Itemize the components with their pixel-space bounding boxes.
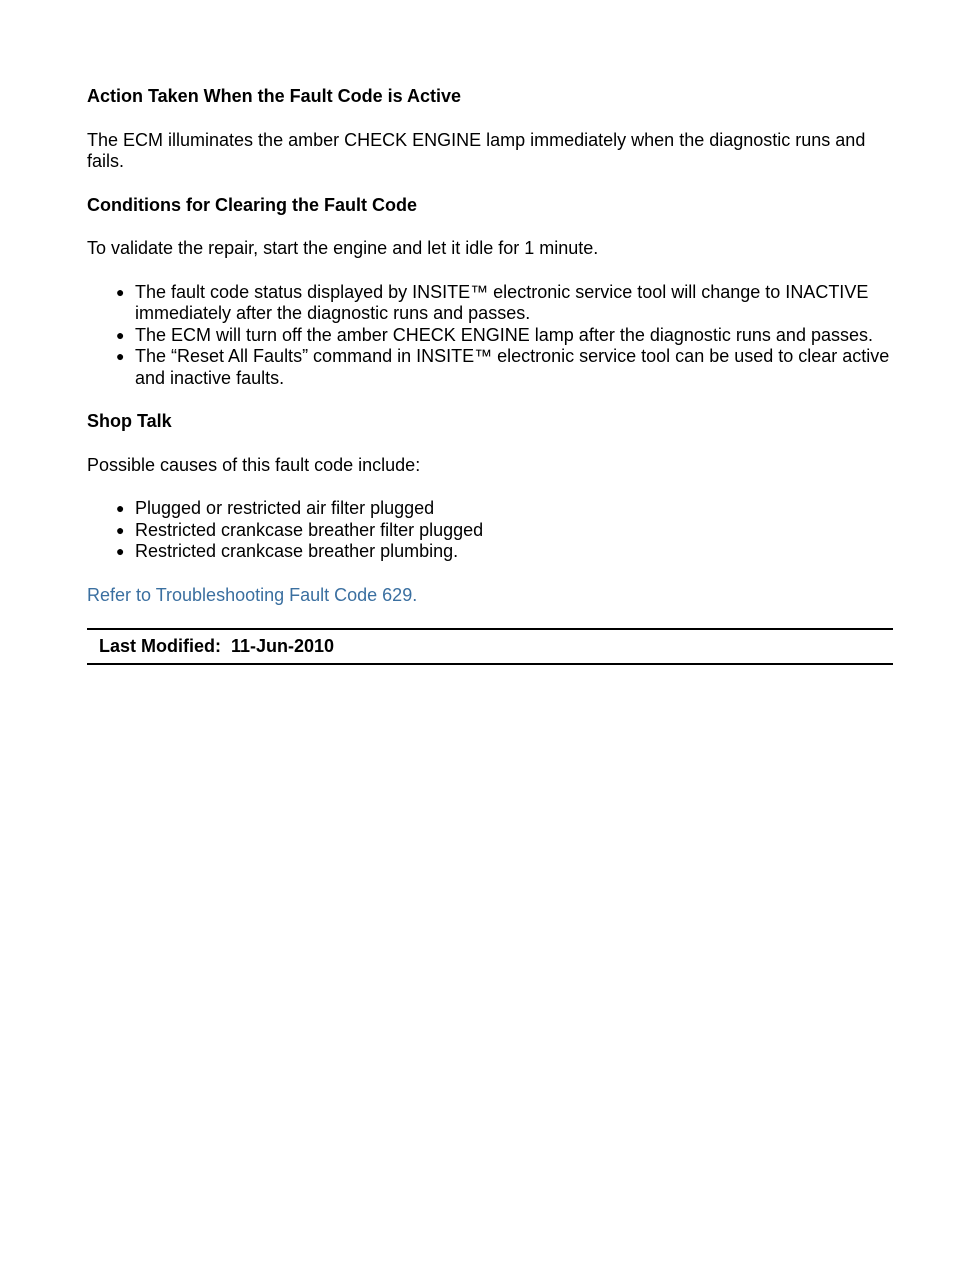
list-item-text: Restricted crankcase breather plumbing. [135, 541, 459, 561]
list-item-text: The “Reset All Faults” command in INSITE™ electronic service tool can be used to clear active and inactive faults. [135, 346, 890, 388]
causes-bullet-list [87, 498, 893, 563]
troubleshooting-link[interactable]: Refer to Troubleshooting Fault Code 629. [87, 584, 418, 605]
clearing-body: To validate the repair, start the engine and let it idle for 1 minute. [87, 238, 599, 258]
document-page [87, 86, 893, 665]
list-item-text: The ECM will turn off the amber CHECK ENGINE lamp after the diagnostic runs and passes. [135, 324, 873, 345]
list-item-text: The fault code status displayed by INSITE™ electronic service tool will change to INACTIVE immediately after the diagnostic runs and passes. [135, 281, 869, 323]
bullet-icon: ● [116, 348, 125, 364]
bullet-icon: ● [116, 543, 125, 559]
last-modified-bar [87, 628, 893, 665]
action-heading: Action Taken When the Fault Code is Active [87, 86, 462, 106]
shop-talk-heading: Shop Talk [87, 411, 172, 431]
last-modified-label: Last Modified: [99, 636, 221, 656]
clearing-heading: Conditions for Clearing the Fault Code [87, 194, 417, 215]
bullet-icon: ● [116, 521, 125, 538]
list-item [116, 324, 893, 347]
list-item-text: Plugged or restricted air filter plugged [135, 498, 435, 518]
list-item [116, 281, 893, 325]
bullet-icon: ● [116, 283, 125, 300]
shop-talk-body: Possible causes of this fault code include: [87, 454, 421, 475]
list-item [116, 498, 893, 520]
list-item [116, 519, 893, 542]
list-item-text: Restricted crankcase breather filter plugged [135, 519, 484, 540]
clearing-bullet-list [87, 282, 893, 390]
bullet-icon: ● [116, 326, 125, 343]
list-item [116, 541, 893, 563]
bullet-icon: ● [116, 500, 125, 516]
last-modified-date: 11-Jun-2010 [231, 636, 335, 656]
list-item [116, 346, 893, 389]
action-body: The ECM illuminates the amber CHECK ENGINE lamp immediately when the diagnostic runs and fails. [87, 129, 866, 171]
